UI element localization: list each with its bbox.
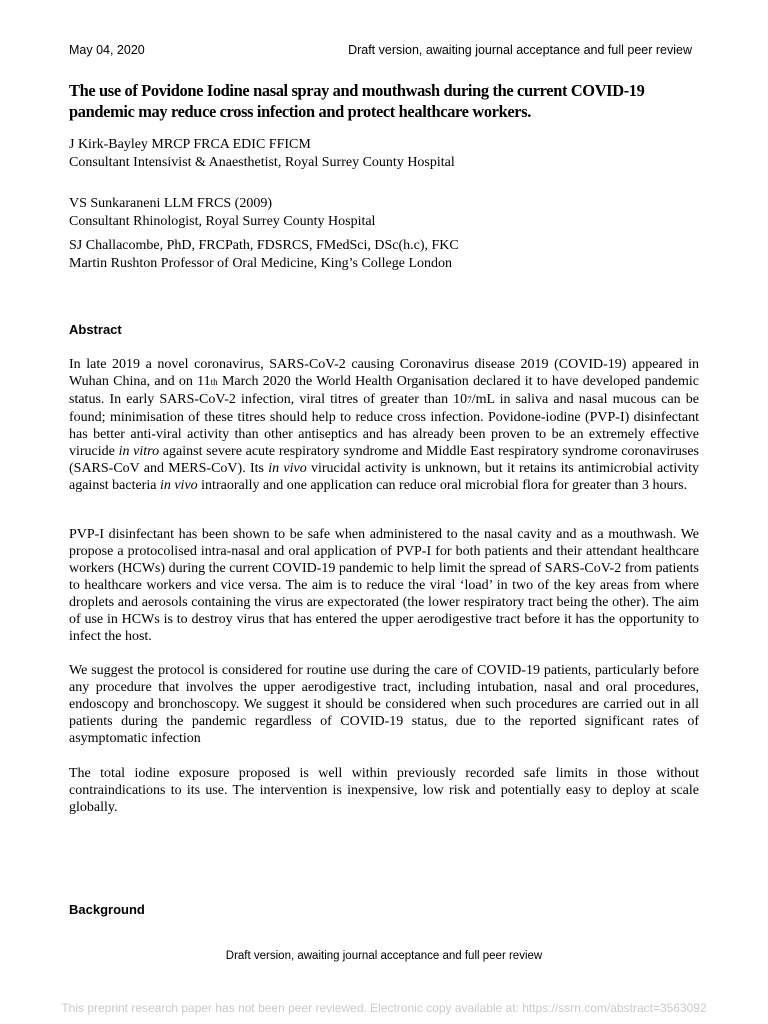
author-block-2 (69, 195, 709, 231)
author-name: VS Sunkaraneni LLM FRCS (2009) (69, 196, 272, 211)
header-draft-note: Draft version, awaiting journal acceptance and full peer review (348, 43, 692, 57)
author-affiliation: Consultant Rhinologist, Royal Surrey County Hospital (69, 214, 376, 229)
abstract-paragraph-3: We suggest the protocol is considered for routine use during the care of COVID-19 patients, particularly before any procedure that involves the upper aerodigestive tract, including intubation, nasal and oral procedures, endoscopy and bronchoscopy. We suggest it should be considered when such procedures are carried out in all patients during the pandemic regardless of COVID-19 status, due to the reported significant rates of asymptomatic infection (69, 663, 699, 746)
footer-draft-note: Draft version, awaiting journal acceptance and full peer review (225, 950, 543, 962)
author-affiliation: Consultant Intensivist & Anaesthetist, Royal Surrey County Hospital (69, 155, 455, 170)
author-affiliation: Martin Rushton Professor of Oral Medicine, King’s College London (69, 256, 453, 271)
abstract-paragraph-2: PVP-I disinfectant has been shown to be safe when administered to the nasal cavity and as a mouthwash. We propose a protocolised intra-nasal and oral application of PVP-I for both patients and their attendant healthcare workers (HCWs) during the current COVID-19 pandemic to help limit the spread of SARS-CoV-2 from patients to healthcare workers and vice versa. The aim is to reduce the viral ‘load’ in two of the key areas from where droplets and aerosols containing the virus are expectorated (the lower respiratory tract being the other). The aim of use in HCWs is to destroy virus that has entered the upper aerodigestive tract before it has the opportunity to infect the host. (69, 527, 699, 644)
author-block-1 (69, 136, 709, 172)
paragraph-text: In late 2019 a novel coronavirus, SARS-CoV-2 causing Coronavirus disease 2019 (COVID-19) appeared in Wuhan China, and on 11 (69, 357, 699, 389)
paragraph-text: March 2020 the World Health Organisation declared it to have developed pandemic status. In early SARS-CoV-2 infection, viral titres of greater than 10 (69, 374, 699, 407)
author-block-3 (69, 237, 709, 273)
paragraph-text: against severe acute respiratory syndrome and Middle East respiratory syndrome coronaviruses (SARS-CoV and MERS-CoV). Its (69, 444, 699, 476)
abstract-paragraph-4: The total iodine exposure proposed is well within previously recorded safe limits in those without contraindications to its use. The intervention is inexpensive, low risk and potentially easy to deploy at scale globally. (69, 766, 699, 815)
exponent: 7 (467, 395, 472, 405)
italic-term: in vivo (268, 461, 307, 476)
author-name: J Kirk-Bayley MRCP FRCA EDIC FFICM (69, 137, 311, 152)
paragraph-text: /mL in saliva and nasal mucous can be found; minimisation of these titres should help to reduce cross infection. Povidone-iodine (PVP-I) disinfectant has better anti-viral activity than other antiseptics and has already been proven to be an extremely effective virucide (69, 392, 699, 459)
author-name: SJ Challacombe, PhD, FRCPath, FDSRCS, FMedSci, DSc(h.c), FKC (69, 238, 459, 253)
header-date: May 04, 2020 (69, 43, 145, 57)
background-heading: Background (69, 902, 145, 917)
preprint-watermark: This preprint research paper has not been peer reviewed. Electronic copy available at: https://ssrn.com/abstract=3563092 (61, 1001, 707, 1015)
italic-term: in vitro (118, 444, 160, 459)
abstract-paragraph-1 (69, 356, 699, 494)
italic-term: in vivo (159, 478, 198, 493)
abstract-heading: Abstract (69, 322, 122, 337)
ordinal-suffix: th (210, 377, 218, 387)
paper-title: The use of Povidone Iodine nasal spray and mouthwash during the current COVID-19 pandemic may reduce cross infection and protect healthcare workers. (69, 81, 645, 121)
paragraph-text: intraorally and one application can reduce oral microbial flora for greater than 3 hours. (197, 478, 688, 493)
paragraph-text: virucidal activity is unknown, but it retains its antimicrobial activity against bacteria (69, 461, 699, 493)
